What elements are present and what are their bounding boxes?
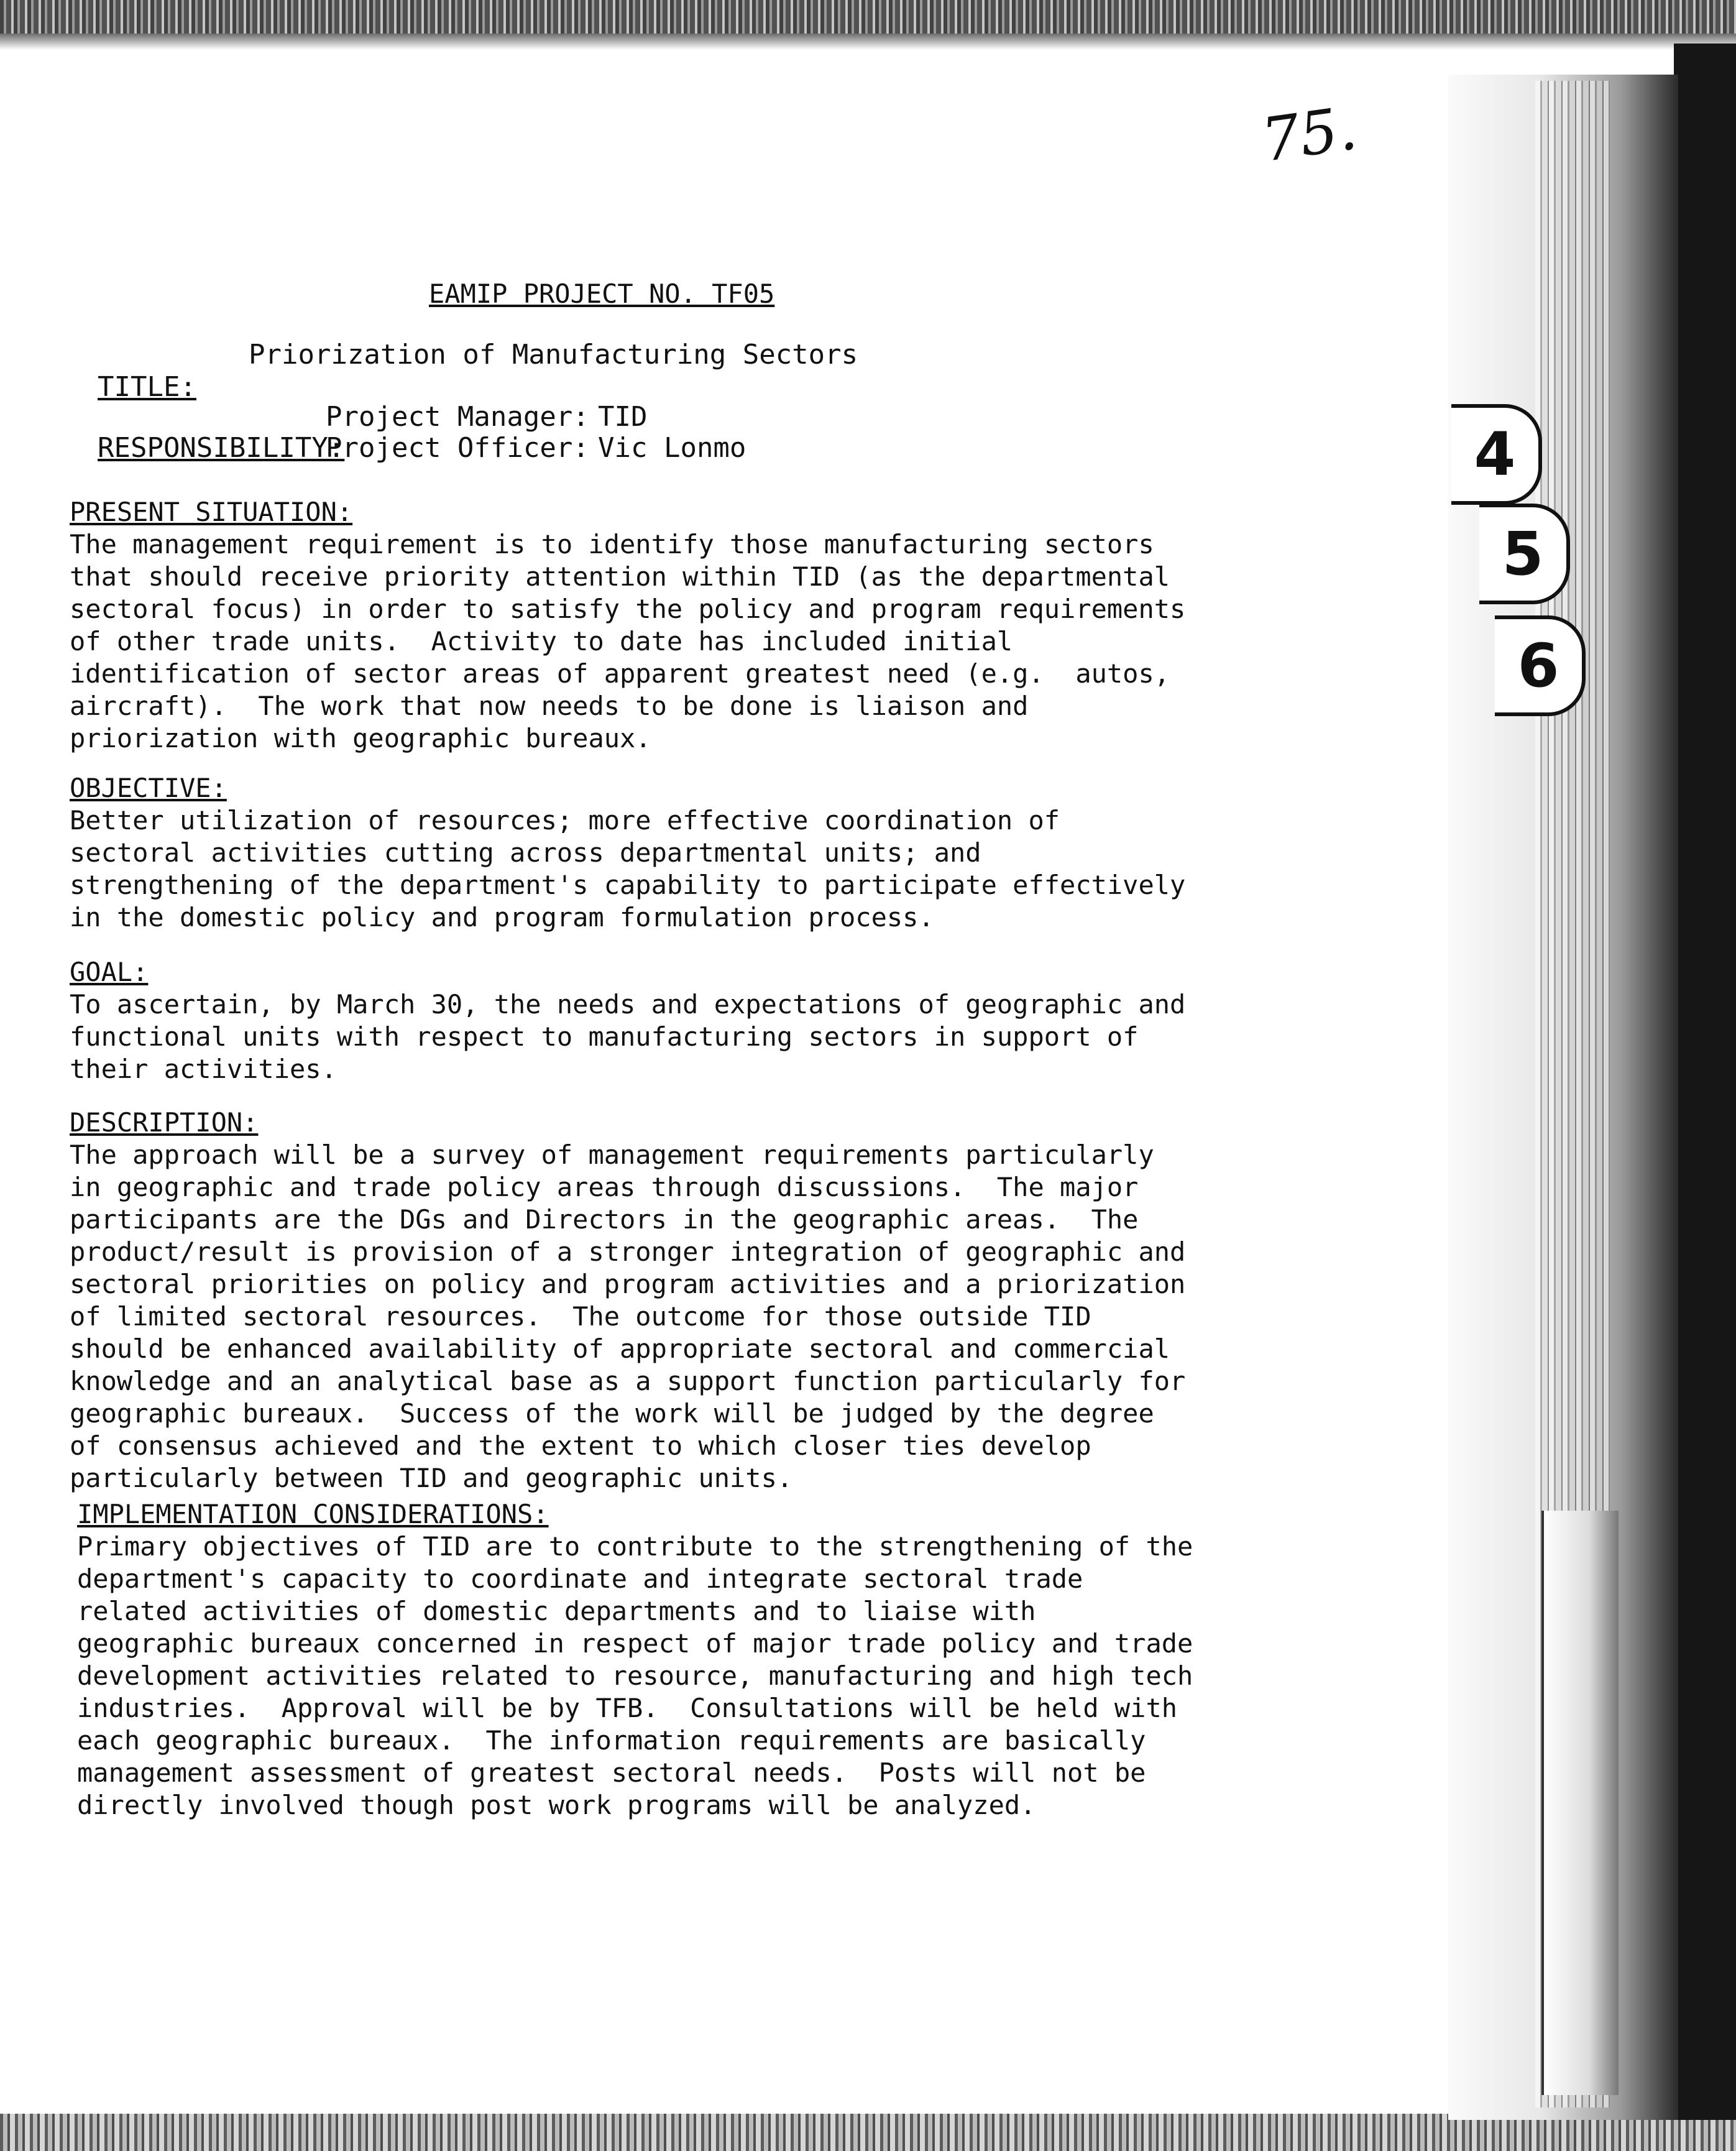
tab-label: 6 bbox=[1517, 631, 1559, 701]
body-line: their activities. bbox=[70, 1054, 337, 1084]
body-line: management assessment of greatest sectoral needs. Posts will not be bbox=[77, 1757, 1146, 1788]
title-label: TITLE: bbox=[97, 371, 196, 403]
section-description bbox=[70, 1107, 1185, 1495]
body-line: in the domestic policy and program formulation process. bbox=[70, 902, 934, 933]
body-line: that should receive priority attention within TID (as the departmental bbox=[70, 561, 1170, 592]
body-line: of other trade units. Activity to date has included initial bbox=[70, 626, 1013, 656]
body-line: aircraft). The work that now needs to be done is liaison and bbox=[70, 691, 1029, 721]
folder-lower-strip bbox=[1541, 1511, 1619, 2095]
body-line: directly involved though post work programs will be analyzed. bbox=[77, 1790, 1036, 1820]
body-line: To ascertain, by March 30, the needs and expectations of geographic and bbox=[70, 989, 1186, 1020]
body-line: participants are the DGs and Directors in the geographic areas. The bbox=[70, 1204, 1139, 1235]
section-present-situation bbox=[70, 496, 1185, 755]
body-line: strengthening of the department's capability to participate effectively bbox=[70, 870, 1186, 900]
manager-label: Project Manager: bbox=[326, 401, 589, 433]
officer-label: Project Officer: bbox=[326, 432, 589, 464]
section-heading: OBJECTIVE: bbox=[70, 773, 227, 803]
body-line: identification of sector areas of apparent greatest need (e.g. autos, bbox=[70, 658, 1170, 689]
section-objective bbox=[70, 772, 1185, 934]
body-line: of consensus achieved and the extent to which closer ties develop bbox=[70, 1430, 1091, 1461]
divider-tab-4[interactable] bbox=[1451, 404, 1542, 505]
body-line: particularly between TID and geographic units. bbox=[70, 1463, 793, 1493]
responsibility-label: RESPONSIBILITY: bbox=[97, 432, 345, 464]
body-line: priorization with geographic bureaux. bbox=[70, 723, 651, 753]
body-line: each geographic bureaux. The information requirements are basically bbox=[77, 1725, 1146, 1756]
body-line: department's capacity to coordinate and integrate sectoral trade bbox=[77, 1564, 1083, 1594]
body-line: sectoral activities cutting across departmental units; and bbox=[70, 837, 981, 868]
responsibility-label-row bbox=[65, 402, 344, 464]
section-heading: IMPLEMENTATION CONSIDERATIONS: bbox=[77, 1499, 549, 1529]
manager-value: TID bbox=[598, 401, 648, 433]
title-row bbox=[65, 341, 196, 403]
title-value: Priorization of Manufacturing Sectors bbox=[249, 339, 858, 371]
body-line: knowledge and an analytical base as a support function particularly for bbox=[70, 1366, 1186, 1396]
body-line: development activities related to resource, manufacturing and high tech bbox=[77, 1660, 1193, 1691]
body-line: related activities of domestic departments and to liaise with bbox=[77, 1596, 1036, 1626]
body-line: The management requirement is to identify those manufacturing sectors bbox=[70, 529, 1154, 560]
body-line: geographic bureaux concerned in respect of major trade policy and trade bbox=[77, 1628, 1193, 1659]
scan-edge-right bbox=[1674, 44, 1736, 2120]
section-heading: PRESENT SITUATION: bbox=[70, 497, 353, 527]
body-line: of limited sectoral resources. The outcome for those outside TID bbox=[70, 1301, 1091, 1332]
body-line: geographic bureaux. Success of the work will be judged by the degree bbox=[70, 1398, 1154, 1429]
body-line: Primary objectives of TID are to contribute to the strengthening of the bbox=[77, 1531, 1193, 1562]
tab-label: 4 bbox=[1474, 420, 1516, 489]
body-line: product/result is provision of a stronger integration of geographic and bbox=[70, 1237, 1186, 1267]
body-line: industries. Approval will be by TFB. Consultations will be held with bbox=[77, 1693, 1178, 1723]
divider-tab-6[interactable] bbox=[1495, 615, 1586, 716]
divider-tab-5[interactable] bbox=[1479, 504, 1570, 604]
officer-value: Vic Lonmo bbox=[598, 432, 746, 464]
project-header: EAMIP PROJECT NO. TF05 bbox=[429, 279, 775, 309]
section-heading: GOAL: bbox=[70, 957, 149, 987]
scan-edge-top bbox=[0, 0, 1736, 50]
body-line: functional units with respect to manufacturing sectors in support of bbox=[70, 1021, 1139, 1052]
body-line: in geographic and trade policy areas through discussions. The major bbox=[70, 1172, 1139, 1202]
body-line: sectoral priorities on policy and program activities and a priorization bbox=[70, 1269, 1186, 1299]
section-implementation bbox=[77, 1498, 1193, 1822]
section-goal bbox=[70, 956, 1185, 1085]
body-line: should be enhanced availability of appropriate sectoral and commercial bbox=[70, 1333, 1170, 1364]
section-heading: DESCRIPTION: bbox=[70, 1107, 259, 1138]
body-line: The approach will be a survey of management requirements particularly bbox=[70, 1140, 1154, 1170]
handwritten-page-number: 75. bbox=[1257, 93, 1361, 176]
body-line: Better utilization of resources; more effective coordination of bbox=[70, 805, 1060, 836]
body-line: sectoral focus) in order to satisfy the policy and program requirements bbox=[70, 594, 1186, 624]
tab-label: 5 bbox=[1502, 519, 1544, 589]
